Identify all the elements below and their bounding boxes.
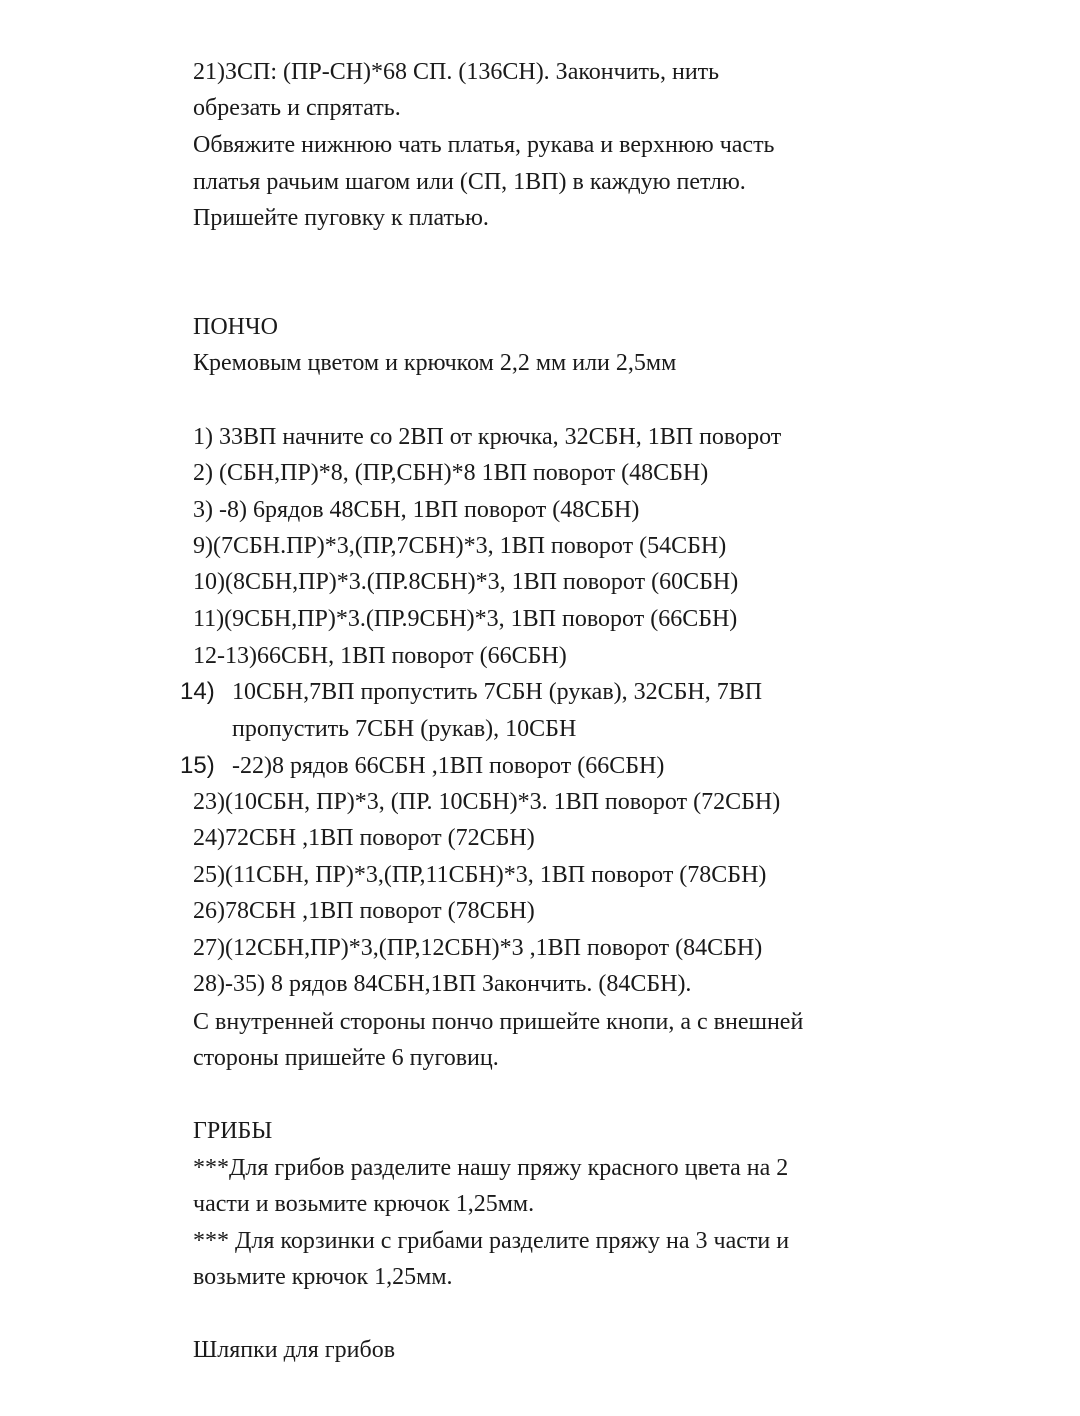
instruction-row: 27)(12СБН,ПР)*3,(ПР,12СБН)*3 ,1ВП поворот (84СБН) [193, 935, 763, 961]
text-line: обрезать и спрятать. [193, 95, 401, 121]
text-line: 21)ЗСП: (ПР-СН)*68 СП. (136СН). Закончить, нить [193, 59, 720, 85]
subsection-title-caps: Шляпки для грибов [193, 1337, 396, 1363]
section-title-mushrooms: ГРИБЫ [193, 1118, 273, 1144]
instruction-row: 3) -8) 6рядов 48СБН, 1ВП поворот (48СБН) [193, 497, 640, 523]
instruction-row: 10)(8СБН,ПР)*3.(ПР.8СБН)*3, 1ВП поворот (60СБН) [193, 569, 739, 595]
list-number: 14) [180, 678, 215, 705]
instruction-row: 12-13)66СБН, 1ВП поворот (66СБН) [193, 643, 567, 669]
instruction-row: -22)8 рядов 66СБН ,1ВП поворот (66СБН) [232, 753, 665, 779]
instruction-row: 10СБН,7ВП пропустить 7СБН (рукав), 32СБН, 7ВП [232, 679, 763, 705]
instruction-row: 23)(10СБН, ПР)*3, (ПР. 10СБН)*3. 1ВП поворот (72СБН) [193, 789, 781, 815]
section-title-poncho: ПОНЧО [193, 314, 278, 340]
instruction-row: 11)(9СБН,ПР)*3.(ПР.9СБН)*3, 1ВП поворот (66СБН) [193, 606, 738, 632]
text-line: платья рачьим шагом или (СП, 1ВП) в каждую петлю. [193, 169, 746, 195]
text-line: Обвяжите нижнюю чать платья, рукава и верхнюю часть [193, 132, 775, 158]
instruction-row: 9)(7СБН.ПР)*3,(ПР,7СБН)*3, 1ВП поворот (54СБН) [193, 533, 727, 559]
poncho-intro: Кремовым цветом и крючком 2,2 мм или 2,5мм [193, 350, 677, 376]
poncho-outro: стороны пришейте 6 пуговиц. [193, 1045, 499, 1071]
instruction-row: 1) 33ВП начните со 2ВП от крючка, 32СБН, 1ВП поворот [193, 424, 782, 450]
mushroom-note: возьмите крючок 1,25мм. [193, 1264, 453, 1290]
instruction-row: 24)72СБН ,1ВП поворот (72СБН) [193, 825, 535, 851]
mushroom-note: ***Для грибов разделите нашу пряжу красного цвета на 2 [193, 1155, 789, 1181]
instruction-row: 2) (СБН,ПР)*8, (ПР,СБН)*8 1ВП поворот (48СБН) [193, 460, 709, 486]
list-number: 15) [180, 752, 215, 779]
text-line: Пришейте пуговку к платью. [193, 205, 489, 231]
poncho-outro: С внутренней стороны пончо пришейте кнопи, а с внешней [193, 1009, 804, 1035]
instruction-row-continued: пропустить 7СБН (рукав), 10СБН [232, 716, 577, 742]
instruction-row: 28)-35) 8 рядов 84СБН,1ВП Закончить. (84СБН). [193, 971, 692, 997]
instruction-row: 26)78СБН ,1ВП поворот (78СБН) [193, 898, 535, 924]
instruction-row: 25)(11СБН, ПР)*3,(ПР,11СБН)*3, 1ВП поворот (78СБН) [193, 862, 767, 888]
mushroom-note: *** Для корзинки с грибами разделите пряжу на 3 части и [193, 1228, 790, 1254]
mushroom-note: части и возьмите крючок 1,25мм. [193, 1191, 535, 1217]
